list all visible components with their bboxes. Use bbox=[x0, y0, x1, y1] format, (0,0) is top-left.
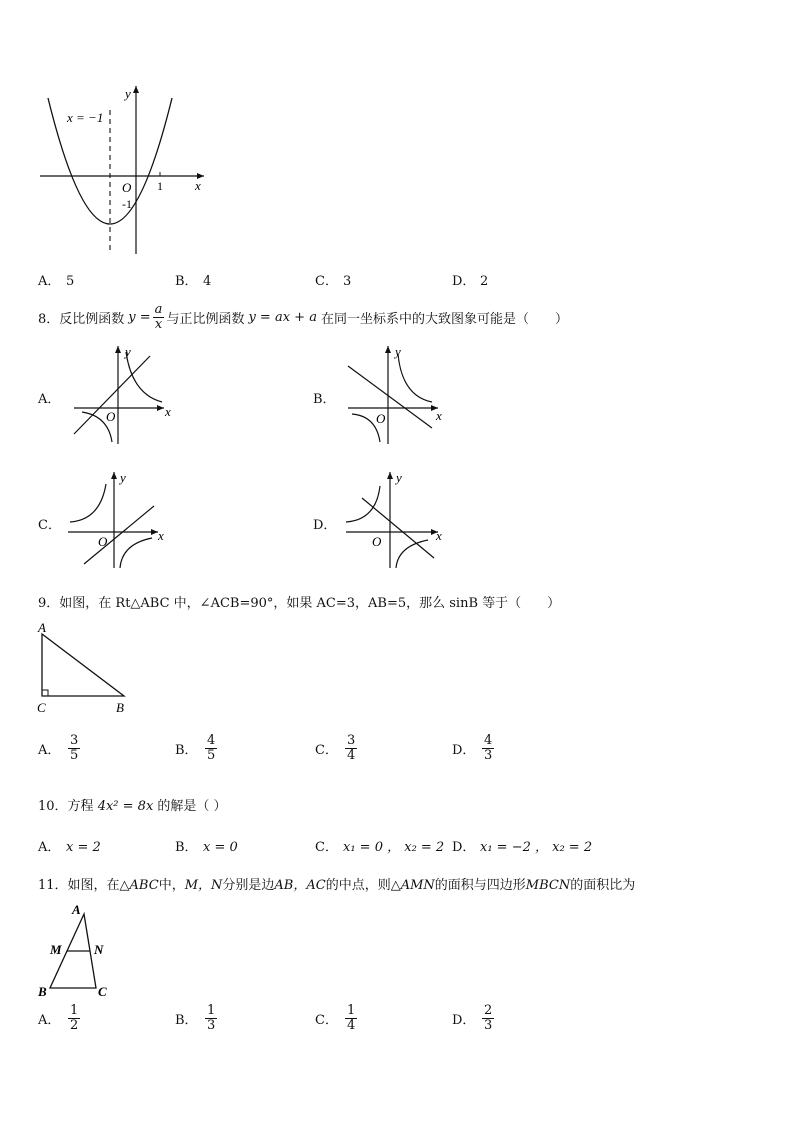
q11-option-b[interactable] bbox=[175, 1004, 219, 1032]
q8-d-origin-label: O bbox=[372, 534, 382, 549]
option-value: 5 bbox=[66, 274, 75, 289]
option-letter: D． bbox=[452, 840, 476, 855]
q7-x-axis-label: x bbox=[195, 178, 201, 193]
option-letter: B． bbox=[175, 274, 198, 289]
q8-a-x-label: x bbox=[165, 404, 171, 419]
option-value: x₁ = −2 ， x₂ = 2 bbox=[480, 840, 593, 855]
q11-quadrilateral: MBCN bbox=[525, 878, 571, 893]
option-fraction bbox=[205, 734, 217, 762]
q11-vertex-a: A bbox=[72, 902, 81, 917]
q8-graph-a bbox=[70, 342, 180, 448]
q11-vertex-m: M bbox=[50, 942, 62, 957]
q8-func1-fraction bbox=[153, 303, 165, 331]
option-letter: C． bbox=[315, 274, 338, 289]
q11-triangle-figure bbox=[34, 900, 124, 1000]
fraction-denominator: 3 bbox=[484, 1017, 493, 1033]
q10-stem bbox=[38, 795, 227, 814]
q10-equation: 4x² = 8x bbox=[97, 799, 154, 814]
q11-text: 的面积比为 bbox=[570, 878, 636, 893]
q8-b-y-label: y bbox=[395, 344, 401, 359]
fraction-denominator: 5 bbox=[207, 747, 216, 763]
q11-text: 分别是边 bbox=[222, 878, 275, 893]
q11-points: M，N bbox=[184, 878, 223, 893]
fraction-numerator: 2 bbox=[484, 1003, 493, 1018]
option-value: x₁ = 0 ， x₂ = 2 bbox=[343, 840, 445, 855]
q11-text: 的面积与四边形 bbox=[434, 878, 526, 893]
fraction-numerator: 4 bbox=[484, 733, 493, 748]
fraction-denominator: 2 bbox=[70, 1017, 79, 1033]
q10-option-c[interactable] bbox=[315, 836, 444, 855]
fraction-numerator: 1 bbox=[207, 1003, 216, 1018]
q11-vertex-b: B bbox=[38, 984, 47, 999]
q8-a-origin-label: O bbox=[106, 409, 116, 424]
q9-vertex-b: B bbox=[116, 700, 124, 715]
option-letter: C． bbox=[315, 742, 338, 758]
q8-text-after: 在同一坐标系中的大致图象可能是（ ） bbox=[320, 311, 568, 327]
q9-vertex-a: A bbox=[38, 620, 46, 635]
q8-graph-d bbox=[342, 468, 452, 572]
q7-option-c[interactable] bbox=[315, 270, 351, 289]
q7-dash-label: x = −1 bbox=[67, 110, 104, 125]
option-letter: B． bbox=[175, 840, 198, 855]
q11-vertex-n: N bbox=[94, 942, 104, 957]
q10-option-a[interactable] bbox=[38, 836, 101, 855]
fraction-denominator: 3 bbox=[207, 1017, 216, 1033]
q8-b-origin-label: O bbox=[376, 411, 386, 426]
q8-b-x-label: x bbox=[436, 408, 442, 423]
q8-option-a[interactable] bbox=[38, 388, 60, 407]
option-fraction bbox=[345, 1004, 357, 1032]
q8-option-b[interactable] bbox=[313, 388, 336, 407]
q8-option-c[interactable] bbox=[38, 514, 61, 533]
option-letter: A． bbox=[38, 392, 61, 407]
option-letter: D． bbox=[452, 274, 476, 289]
q11-stem bbox=[38, 874, 635, 893]
option-value: 3 bbox=[343, 274, 352, 289]
q10-prefix: 方程 bbox=[67, 799, 94, 814]
q8-c-x-label: x bbox=[158, 528, 164, 543]
fraction-numerator: 1 bbox=[70, 1003, 79, 1018]
q9-option-a[interactable] bbox=[38, 734, 82, 762]
fraction-denominator: 3 bbox=[484, 747, 493, 763]
q11-text: 11．如图，在 bbox=[38, 878, 120, 893]
q10-suffix: 的解是（ ） bbox=[157, 799, 227, 814]
question-number: 10． bbox=[38, 799, 68, 814]
fraction-denominator: x bbox=[154, 316, 163, 332]
option-fraction bbox=[205, 1004, 217, 1032]
q8-c-origin-label: O bbox=[98, 534, 108, 549]
fraction-denominator: 4 bbox=[347, 1017, 356, 1033]
q7-option-b[interactable] bbox=[175, 270, 211, 289]
q9-option-d[interactable] bbox=[452, 734, 496, 762]
q11-small-triangle: △AMN bbox=[390, 878, 435, 893]
q7-tick-neg-one: -1 bbox=[122, 197, 132, 211]
option-value: x = 2 bbox=[66, 840, 101, 855]
option-letter: D． bbox=[313, 518, 337, 533]
q8-stem bbox=[38, 300, 568, 334]
q9-option-c[interactable] bbox=[315, 734, 359, 762]
q8-a-y-label: y bbox=[125, 344, 131, 359]
q8-d-y-label: y bbox=[396, 470, 402, 485]
q10-option-d[interactable] bbox=[452, 836, 592, 855]
q7-option-d[interactable] bbox=[452, 270, 488, 289]
option-letter: B． bbox=[313, 392, 336, 407]
q11-option-d[interactable] bbox=[452, 1004, 496, 1032]
fraction-numerator: 1 bbox=[347, 1003, 356, 1018]
fraction-numerator: 3 bbox=[70, 733, 79, 748]
option-letter: C． bbox=[315, 1012, 338, 1028]
option-letter: A． bbox=[38, 840, 61, 855]
q8-graph-c bbox=[64, 468, 174, 572]
fraction-denominator: 4 bbox=[347, 747, 356, 763]
q8-text-middle: 与正比例函数 bbox=[166, 311, 245, 327]
option-fraction bbox=[68, 734, 80, 762]
q10-option-b[interactable] bbox=[175, 836, 238, 855]
option-letter: B． bbox=[175, 1012, 198, 1028]
q7-y-axis-label: y bbox=[125, 86, 131, 101]
option-fraction bbox=[68, 1004, 80, 1032]
q11-text: 中， bbox=[158, 878, 185, 893]
q9-vertex-c: C bbox=[37, 700, 46, 715]
q8-option-d[interactable] bbox=[313, 514, 336, 533]
q9-triangle-figure bbox=[34, 620, 134, 718]
option-letter: C． bbox=[38, 518, 61, 533]
option-fraction bbox=[482, 734, 494, 762]
option-letter: A． bbox=[38, 742, 61, 758]
option-value: x = 0 bbox=[203, 840, 238, 855]
option-letter: D． bbox=[452, 742, 476, 758]
fraction-numerator: 3 bbox=[347, 733, 356, 748]
q8-func2: y = ax + a bbox=[248, 309, 317, 325]
option-letter: A． bbox=[38, 274, 61, 289]
q11-vertex-c: C bbox=[98, 984, 107, 999]
question-number: 8． bbox=[38, 311, 60, 327]
q11-option-c[interactable] bbox=[315, 1004, 359, 1032]
q8-text-before: 反比例函数 bbox=[59, 311, 125, 327]
q7-option-a[interactable] bbox=[38, 270, 74, 289]
q7-tick-one: 1 bbox=[157, 179, 163, 193]
option-fraction bbox=[482, 1004, 494, 1032]
q8-func1-lhs: y = bbox=[128, 309, 151, 325]
option-value: 2 bbox=[480, 274, 489, 289]
q11-text: 的中点，则 bbox=[325, 878, 391, 893]
fraction-denominator: 5 bbox=[70, 747, 79, 763]
option-letter: D． bbox=[452, 1012, 476, 1028]
q11-triangle: △ABC bbox=[119, 878, 159, 893]
option-letter: B． bbox=[175, 742, 198, 758]
q11-option-a[interactable] bbox=[38, 1004, 82, 1032]
q9-option-b[interactable] bbox=[175, 734, 219, 762]
option-letter: C． bbox=[315, 840, 338, 855]
fraction-numerator: 4 bbox=[207, 733, 216, 748]
q7-origin-label: O bbox=[122, 180, 132, 195]
q9-stem: 9．如图，在 Rt△ABC 中，∠ACB=90°，如果 AC=3，AB=5，那么 sinB 等于（ ） bbox=[38, 596, 561, 611]
fraction-numerator: a bbox=[154, 301, 163, 317]
q8-d-x-label: x bbox=[436, 528, 442, 543]
option-fraction bbox=[345, 734, 357, 762]
q11-sides: AB，AC bbox=[274, 878, 326, 893]
q8-c-y-label: y bbox=[120, 470, 126, 485]
option-value: 4 bbox=[203, 274, 212, 289]
q7-parabola-graph bbox=[36, 82, 216, 258]
q8-graph-b bbox=[342, 342, 452, 448]
option-letter: A． bbox=[38, 1012, 61, 1028]
